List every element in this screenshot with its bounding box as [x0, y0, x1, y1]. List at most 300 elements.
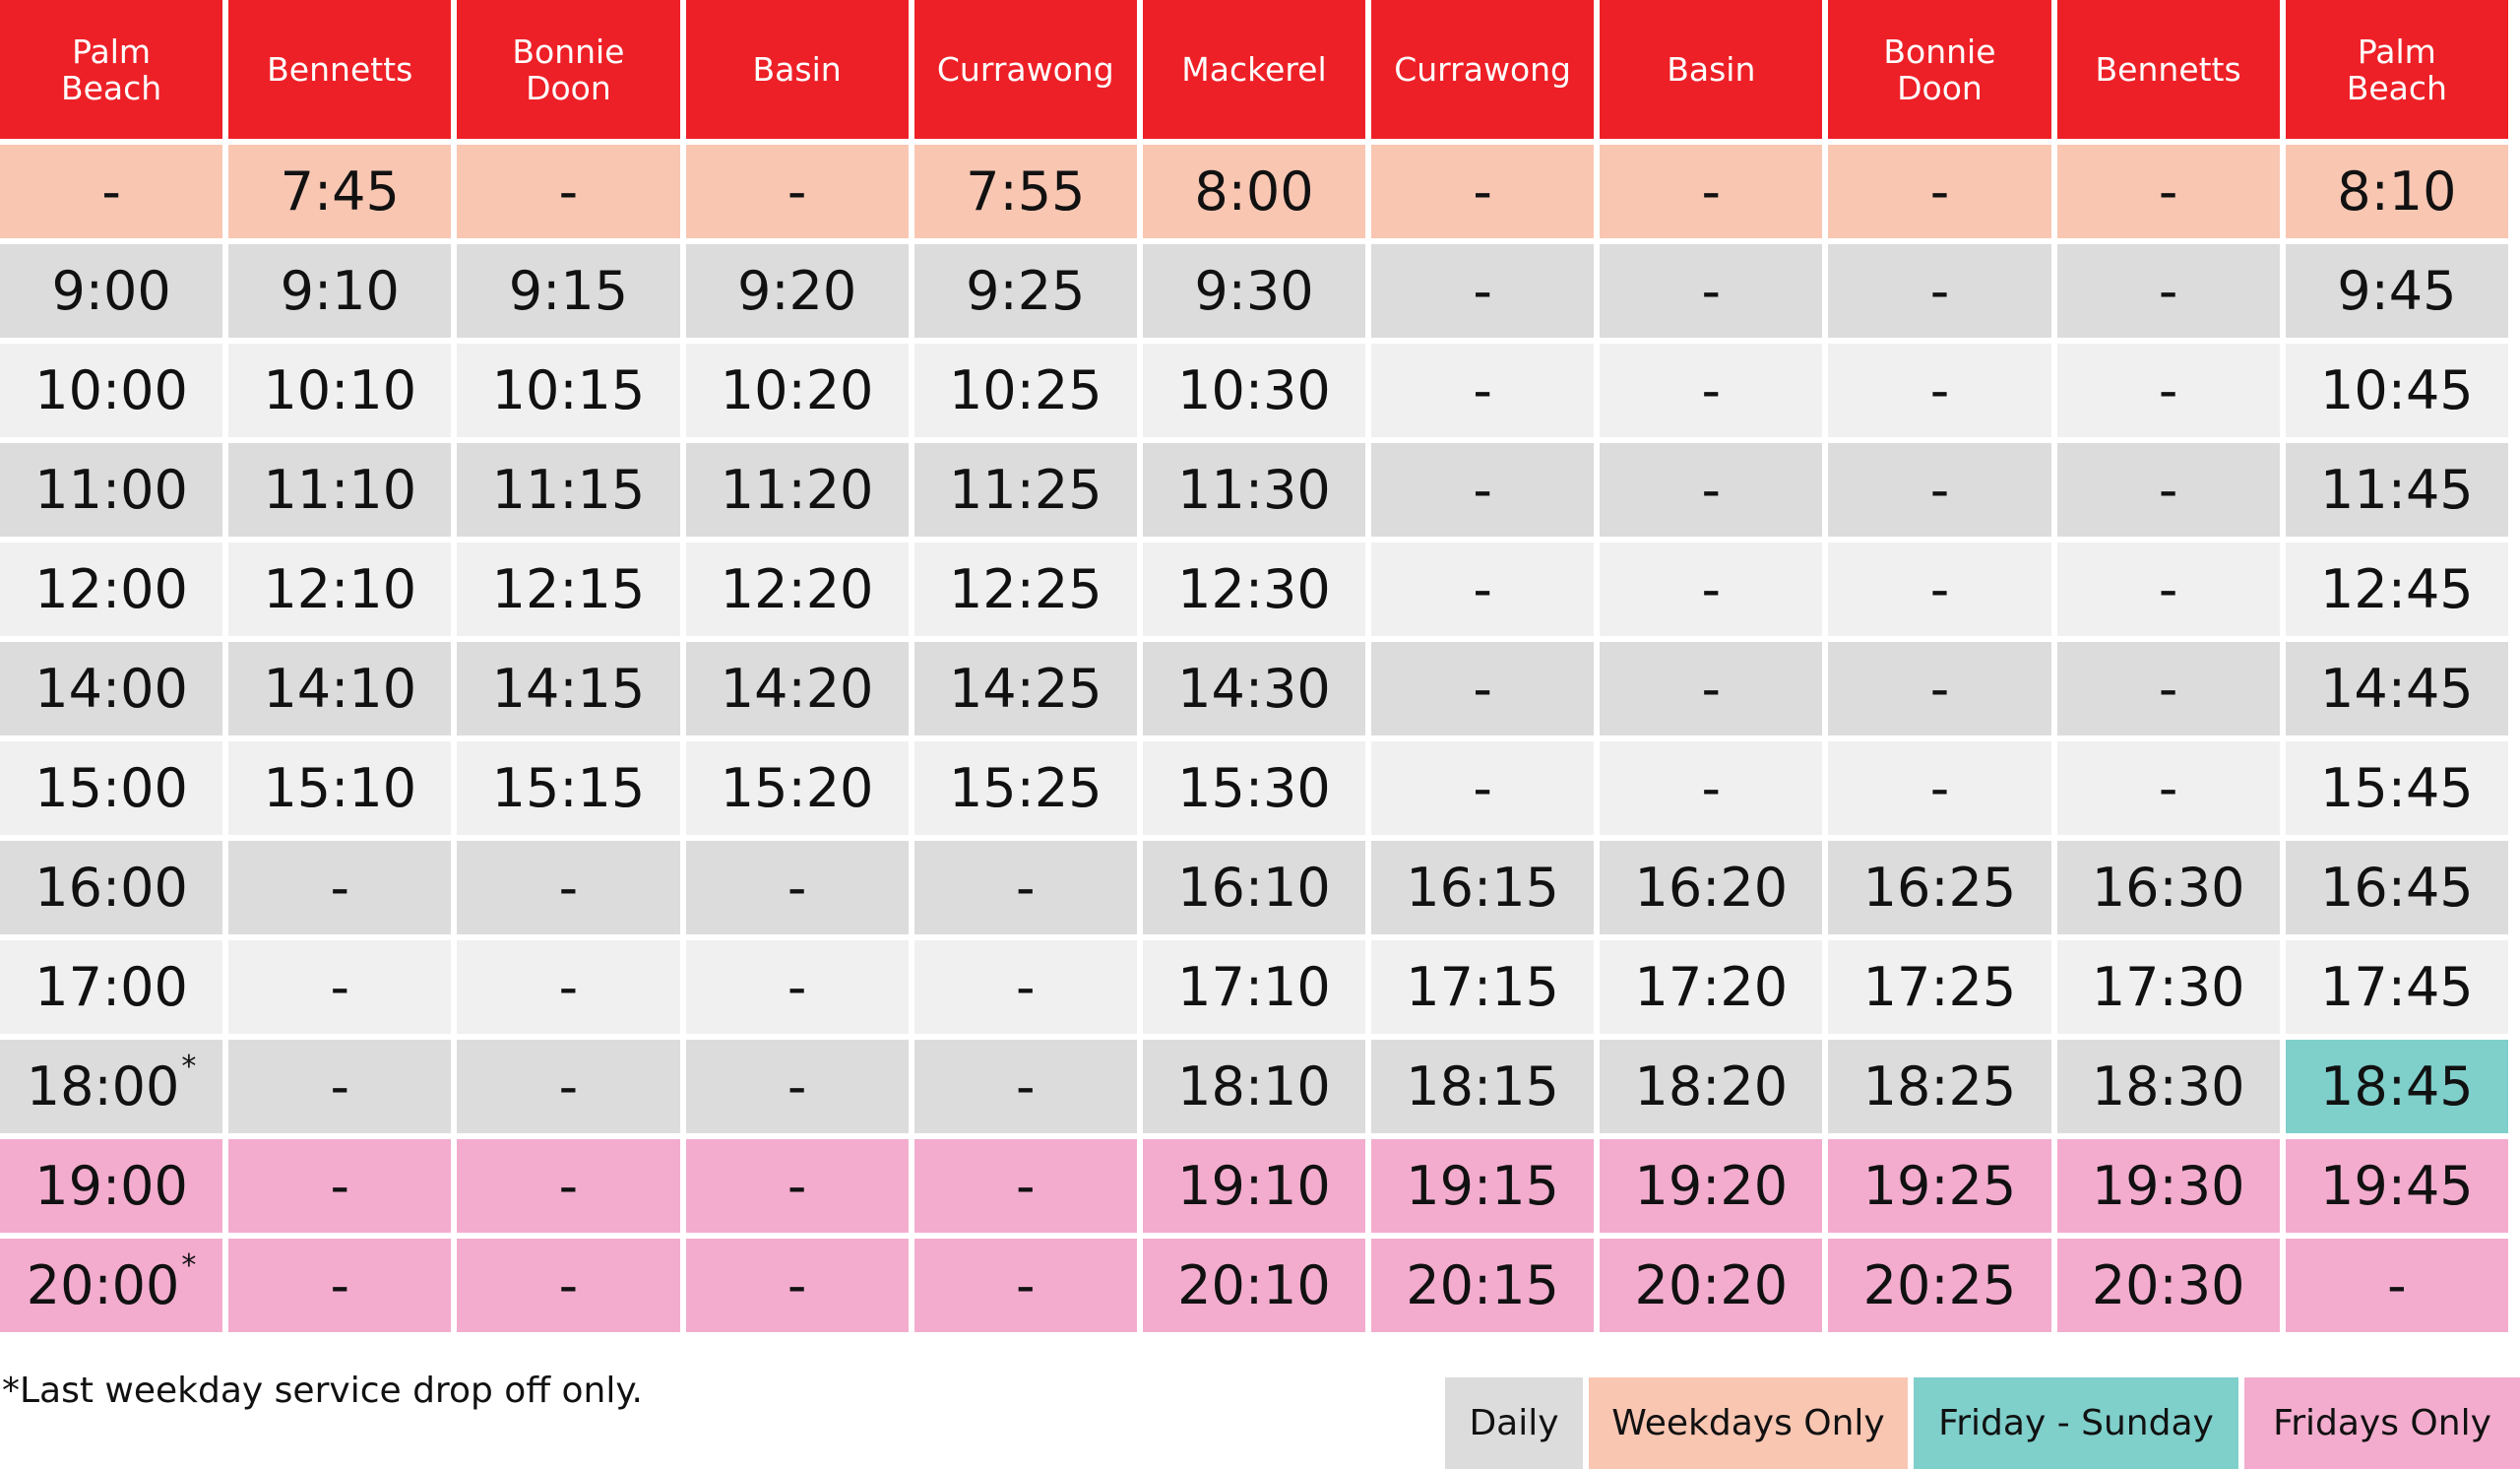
header-label: Palm Beach: [2346, 32, 2447, 107]
table-cell: [228, 244, 451, 338]
table-cell: [686, 841, 909, 934]
time-value: -: [1016, 857, 1036, 919]
table-cell: [686, 543, 909, 636]
time-value: 20:15: [1406, 1254, 1559, 1316]
time-value: 9:25: [966, 260, 1086, 322]
time-value: -: [558, 1254, 579, 1316]
table-cell: [914, 1239, 1137, 1332]
table-cell: [1828, 940, 2050, 1034]
table-cell: [914, 1139, 1137, 1233]
table-cell: [1828, 145, 2050, 238]
table-cell: [457, 940, 679, 1034]
time-value: 17:45: [2320, 956, 2474, 1018]
time-value: 9:00: [51, 260, 171, 322]
table-cell: [1371, 344, 1594, 437]
time-value: 19:00: [34, 1155, 188, 1217]
time-value: 9:45: [2337, 260, 2457, 322]
table-cell: [686, 344, 909, 437]
legend-fridays-only: Fridays Only: [2244, 1377, 2520, 1469]
time-value: -: [1929, 658, 1950, 720]
time-value: 10:25: [948, 359, 1102, 421]
table-cell: [914, 145, 1137, 238]
time-value: -: [1016, 956, 1036, 1018]
time-value: 15:15: [491, 757, 646, 819]
table-cell: [1828, 741, 2050, 835]
time-value: -: [787, 160, 807, 223]
time-value: -: [2158, 658, 2178, 720]
table-cell: [1371, 443, 1594, 537]
time-value: -: [2158, 160, 2178, 223]
time-value: 20:30: [2091, 1254, 2245, 1316]
table-cell: [2286, 841, 2508, 934]
table-cell: [457, 841, 679, 934]
table-cell: [1143, 940, 1365, 1034]
table-cell: [914, 344, 1137, 437]
asterisk-marker: *: [181, 1248, 197, 1283]
time-value: -: [2158, 757, 2178, 819]
time-value: -: [787, 1254, 807, 1316]
table-cell: [228, 145, 451, 238]
time-value: 20:00*: [26, 1248, 197, 1316]
time-value: 18:30: [2091, 1055, 2245, 1118]
time-value: -: [1473, 359, 1492, 421]
table-cell: [914, 1040, 1137, 1133]
table-cell: [1828, 1040, 2050, 1133]
header-label: Currawong: [936, 50, 1114, 89]
table-cell: [1371, 1040, 1594, 1133]
table-cell: [0, 344, 222, 437]
table-cell: [914, 244, 1137, 338]
time-value: 14:45: [2320, 658, 2474, 720]
time-value: 12:45: [2320, 558, 2474, 620]
time-value: -: [2158, 459, 2178, 521]
table-cell: [1828, 1239, 2050, 1332]
table-cell: [1600, 642, 1822, 735]
table-cell: [1371, 1139, 1594, 1233]
time-value: 20:20: [1634, 1254, 1789, 1316]
table-cell: [2057, 1239, 2280, 1332]
table-cell: [1143, 244, 1365, 338]
time-value: 15:00: [34, 757, 188, 819]
table-cell: [1828, 841, 2050, 934]
header-label: Bonnie Doon: [1883, 32, 1996, 107]
time-value: 18:10: [1177, 1055, 1331, 1118]
time-value: 18:45: [2320, 1055, 2474, 1118]
time-value: -: [1016, 1155, 1036, 1217]
table-cell: [2057, 642, 2280, 735]
time-value: 19:10: [1177, 1155, 1331, 1217]
table-cell: [457, 145, 679, 238]
time-value: -: [558, 857, 579, 919]
table-cell: [914, 443, 1137, 537]
time-value: 11:20: [720, 459, 874, 521]
table-cell: [2286, 244, 2508, 338]
time-value: -: [1701, 359, 1722, 421]
table-cell: [1828, 1139, 2050, 1233]
header-label: Bennetts: [2095, 50, 2241, 89]
timetable-body: [0, 145, 2508, 1332]
table-row: [0, 443, 2508, 537]
legend-daily: Daily: [1445, 1377, 1583, 1469]
table-row: [0, 1239, 2508, 1332]
table-cell: [228, 1139, 451, 1233]
time-value: 19:45: [2320, 1155, 2474, 1217]
table-cell: [1828, 443, 2050, 537]
header-label: Mackerel: [1181, 50, 1327, 89]
table-cell: [228, 741, 451, 835]
header-basin: [686, 0, 909, 139]
table-cell: [914, 543, 1137, 636]
time-value: -: [1473, 658, 1492, 720]
table-row: [0, 940, 2508, 1034]
time-value: -: [330, 1055, 349, 1118]
time-value: -: [558, 956, 579, 1018]
header-currawong: [914, 0, 1137, 139]
time-value: 16:30: [2091, 857, 2245, 919]
table-cell: [1371, 145, 1594, 238]
time-value: -: [330, 1155, 349, 1217]
table-cell: [1143, 145, 1365, 238]
time-value: 10:15: [491, 359, 646, 421]
legend: [1445, 1377, 2520, 1469]
table-cell: [457, 1239, 679, 1332]
table-cell: [0, 145, 222, 238]
time-value: -: [1929, 359, 1950, 421]
time-value: -: [1929, 558, 1950, 620]
table-cell: [686, 1139, 909, 1233]
time-value: 17:00: [34, 956, 188, 1018]
time-value: 20:25: [1862, 1254, 2017, 1316]
header-mackerel: [1143, 0, 1365, 139]
time-value: 15:25: [948, 757, 1102, 819]
table-cell: [0, 642, 222, 735]
time-value: 16:15: [1406, 857, 1559, 919]
table-cell: [2286, 443, 2508, 537]
time-value: 17:25: [1862, 956, 2017, 1018]
table-cell: [0, 443, 222, 537]
header-bennetts: [228, 0, 451, 139]
table-cell: [1143, 841, 1365, 934]
table-cell: [457, 443, 679, 537]
time-value: 17:30: [2091, 956, 2245, 1018]
time-value: 10:30: [1177, 359, 1331, 421]
time-value: 10:20: [720, 359, 874, 421]
table-cell: [1143, 1239, 1365, 1332]
time-value: 16:20: [1634, 857, 1789, 919]
table-cell: [228, 1040, 451, 1133]
table-cell: [0, 1139, 222, 1233]
time-value: -: [1701, 757, 1722, 819]
table-cell: [228, 940, 451, 1034]
table-cell: [1371, 841, 1594, 934]
table-cell: [686, 443, 909, 537]
table-cell: [2286, 741, 2508, 835]
time-value: 8:00: [1194, 160, 1314, 223]
table-cell: [1143, 443, 1365, 537]
time-value: 16:00: [34, 857, 188, 919]
time-value: 9:10: [280, 260, 400, 322]
table-cell: [1600, 244, 1822, 338]
header-label: Basin: [752, 50, 842, 89]
header-row: [0, 0, 2508, 139]
time-value: 14:00: [34, 658, 188, 720]
legend-weekdays-only: Weekdays Only: [1589, 1377, 1908, 1469]
time-value: 10:10: [263, 359, 417, 421]
time-value: 18:20: [1634, 1055, 1789, 1118]
time-value: 15:45: [2320, 757, 2474, 819]
table-cell: [686, 642, 909, 735]
time-value: -: [2158, 260, 2178, 322]
table-cell: [1371, 1239, 1594, 1332]
table-cell: [457, 543, 679, 636]
table-cell: [686, 1040, 909, 1133]
table-cell: [2057, 1040, 2280, 1133]
table-cell: [1600, 1040, 1822, 1133]
table-cell: [2057, 1139, 2280, 1233]
header-currawong-return: [1371, 0, 1594, 139]
table-cell: [1600, 145, 1822, 238]
table-row: [0, 841, 2508, 934]
time-value: -: [1701, 658, 1722, 720]
time-value: 14:30: [1177, 658, 1331, 720]
time-value: 20:10: [1177, 1254, 1331, 1316]
time-value: -: [787, 1155, 807, 1217]
time-value: -: [330, 956, 349, 1018]
header-bennetts-return: [2057, 0, 2280, 139]
time-value: 9:15: [508, 260, 629, 322]
header-bonnie-doon: [457, 0, 679, 139]
time-value: 11:25: [948, 459, 1102, 521]
table-cell: [228, 1239, 451, 1332]
time-value: 12:15: [491, 558, 646, 620]
table-cell: [228, 841, 451, 934]
table-cell: [0, 543, 222, 636]
time-value: -: [330, 857, 349, 919]
table-cell: [2286, 543, 2508, 636]
table-cell: [2057, 244, 2280, 338]
time-value: -: [1473, 160, 1492, 223]
table-row: [0, 145, 2508, 238]
time-value: 12:10: [263, 558, 417, 620]
header-bonnie-doon-return: [1828, 0, 2050, 139]
table-cell: [2286, 1239, 2508, 1332]
time-value: 12:00: [34, 558, 188, 620]
table-cell: [1143, 543, 1365, 636]
time-value: -: [558, 1055, 579, 1118]
table-cell: [2286, 1139, 2508, 1233]
time-value: 7:45: [280, 160, 400, 223]
time-value: 19:20: [1634, 1155, 1789, 1217]
time-value: -: [1929, 260, 1950, 322]
time-value: 9:20: [736, 260, 857, 322]
table-cell: [0, 741, 222, 835]
table-cell: [2286, 940, 2508, 1034]
time-value: 16:45: [2320, 857, 2474, 919]
time-value: 10:00: [34, 359, 188, 421]
table-cell: [1600, 940, 1822, 1034]
time-value: -: [558, 160, 579, 223]
time-value: 16:10: [1177, 857, 1331, 919]
table-cell: [686, 940, 909, 1034]
table-cell: [2286, 642, 2508, 735]
time-value: 17:10: [1177, 956, 1331, 1018]
table-cell: [1371, 741, 1594, 835]
time-value: -: [558, 1155, 579, 1217]
table-cell: [1828, 642, 2050, 735]
header-label: Palm Beach: [60, 32, 162, 107]
time-value: 7:55: [966, 160, 1086, 223]
time-value: 12:30: [1177, 558, 1331, 620]
table-cell: [1828, 244, 2050, 338]
table-cell: [1143, 344, 1365, 437]
table-cell: [2057, 940, 2280, 1034]
table-cell: [2286, 1040, 2508, 1133]
table-cell: [0, 1040, 222, 1133]
table-cell: [2057, 741, 2280, 835]
time-value: 15:20: [720, 757, 874, 819]
table-cell: [914, 642, 1137, 735]
table-cell: [1143, 1139, 1365, 1233]
header-label: Bonnie Doon: [512, 32, 625, 107]
table-cell: [2057, 443, 2280, 537]
table-cell: [686, 1239, 909, 1332]
table-cell: [228, 344, 451, 437]
table-cell: [914, 741, 1137, 835]
time-value: 8:10: [2337, 160, 2457, 223]
table-cell: [1371, 940, 1594, 1034]
time-value: -: [1929, 757, 1950, 819]
table-cell: [228, 543, 451, 636]
table-cell: [1600, 841, 1822, 934]
time-value: -: [1473, 459, 1492, 521]
table-cell: [1600, 1239, 1822, 1332]
time-value: 11:15: [491, 459, 646, 521]
time-value: -: [101, 160, 121, 223]
time-value: 17:20: [1634, 956, 1789, 1018]
time-value: -: [2158, 359, 2178, 421]
time-value: 11:00: [34, 459, 188, 521]
table-cell: [1600, 443, 1822, 537]
time-value: 14:15: [491, 658, 646, 720]
time-value: 19:30: [2091, 1155, 2245, 1217]
table-cell: [228, 642, 451, 735]
table-row: [0, 741, 2508, 835]
time-value: 19:15: [1406, 1155, 1559, 1217]
table-cell: [686, 244, 909, 338]
time-value: -: [1473, 757, 1492, 819]
time-value: -: [787, 857, 807, 919]
time-value: 14:10: [263, 658, 417, 720]
table-cell: [457, 642, 679, 735]
table-cell: [0, 940, 222, 1034]
table-cell: [457, 1040, 679, 1133]
table-row: [0, 1040, 2508, 1133]
table-cell: [0, 244, 222, 338]
time-value: -: [2387, 1254, 2407, 1316]
footnote: *Last weekday service drop off only.: [2, 1371, 643, 1411]
time-value: -: [1701, 558, 1722, 620]
table-cell: [2057, 145, 2280, 238]
table-cell: [1143, 741, 1365, 835]
time-value: 18:00*: [26, 1050, 197, 1118]
time-value: 12:25: [948, 558, 1102, 620]
header-label: Bennetts: [267, 50, 413, 89]
time-value: 15:10: [263, 757, 417, 819]
table-cell: [914, 841, 1137, 934]
table-cell: [2057, 841, 2280, 934]
time-value: -: [330, 1254, 349, 1316]
table-cell: [457, 741, 679, 835]
table-cell: [1600, 543, 1822, 636]
time-value: -: [1016, 1254, 1036, 1316]
time-value: 11:30: [1177, 459, 1331, 521]
time-value: 18:15: [1406, 1055, 1559, 1118]
table-cell: [457, 344, 679, 437]
header-palm-beach: [0, 0, 222, 139]
table-cell: [914, 940, 1137, 1034]
time-value: 15:30: [1177, 757, 1331, 819]
time-value: 17:15: [1406, 956, 1559, 1018]
table-row: [0, 244, 2508, 338]
time-value: 10:45: [2320, 359, 2474, 421]
time-value: -: [787, 1055, 807, 1118]
time-value: -: [1701, 160, 1722, 223]
table-cell: [1371, 543, 1594, 636]
table-cell: [1371, 642, 1594, 735]
time-value: -: [1473, 260, 1492, 322]
table-cell: [0, 841, 222, 934]
time-value: 14:20: [720, 658, 874, 720]
table-row: [0, 1139, 2508, 1233]
time-value: 19:25: [1862, 1155, 2017, 1217]
time-value: 11:45: [2320, 459, 2474, 521]
time-value: -: [1929, 459, 1950, 521]
time-value: -: [1473, 558, 1492, 620]
table-cell: [686, 145, 909, 238]
time-value: -: [1701, 260, 1722, 322]
legend-friday-sunday: Friday - Sunday: [1914, 1377, 2238, 1469]
header-label: Currawong: [1394, 50, 1571, 89]
table-cell: [686, 741, 909, 835]
time-value: -: [1701, 459, 1722, 521]
asterisk-marker: *: [181, 1050, 197, 1084]
table-cell: [2057, 344, 2280, 437]
time-value: -: [1929, 160, 1950, 223]
table-row: [0, 344, 2508, 437]
time-value: 14:25: [948, 658, 1102, 720]
table-cell: [2057, 543, 2280, 636]
time-value: -: [787, 956, 807, 1018]
header-label: Basin: [1667, 50, 1756, 89]
table-cell: [1828, 344, 2050, 437]
table-row: [0, 543, 2508, 636]
time-value: 9:30: [1194, 260, 1314, 322]
table-row: [0, 642, 2508, 735]
table-cell: [1371, 244, 1594, 338]
table-cell: [1600, 741, 1822, 835]
table-cell: [0, 1239, 222, 1332]
time-value: 11:10: [263, 459, 417, 521]
time-value: 18:25: [1862, 1055, 2017, 1118]
time-value: 16:25: [1862, 857, 2017, 919]
table-cell: [1143, 1040, 1365, 1133]
time-value: -: [2158, 558, 2178, 620]
table-cell: [2286, 344, 2508, 437]
time-value: 12:20: [720, 558, 874, 620]
time-value: -: [1016, 1055, 1036, 1118]
table-cell: [1600, 1139, 1822, 1233]
table-cell: [457, 244, 679, 338]
